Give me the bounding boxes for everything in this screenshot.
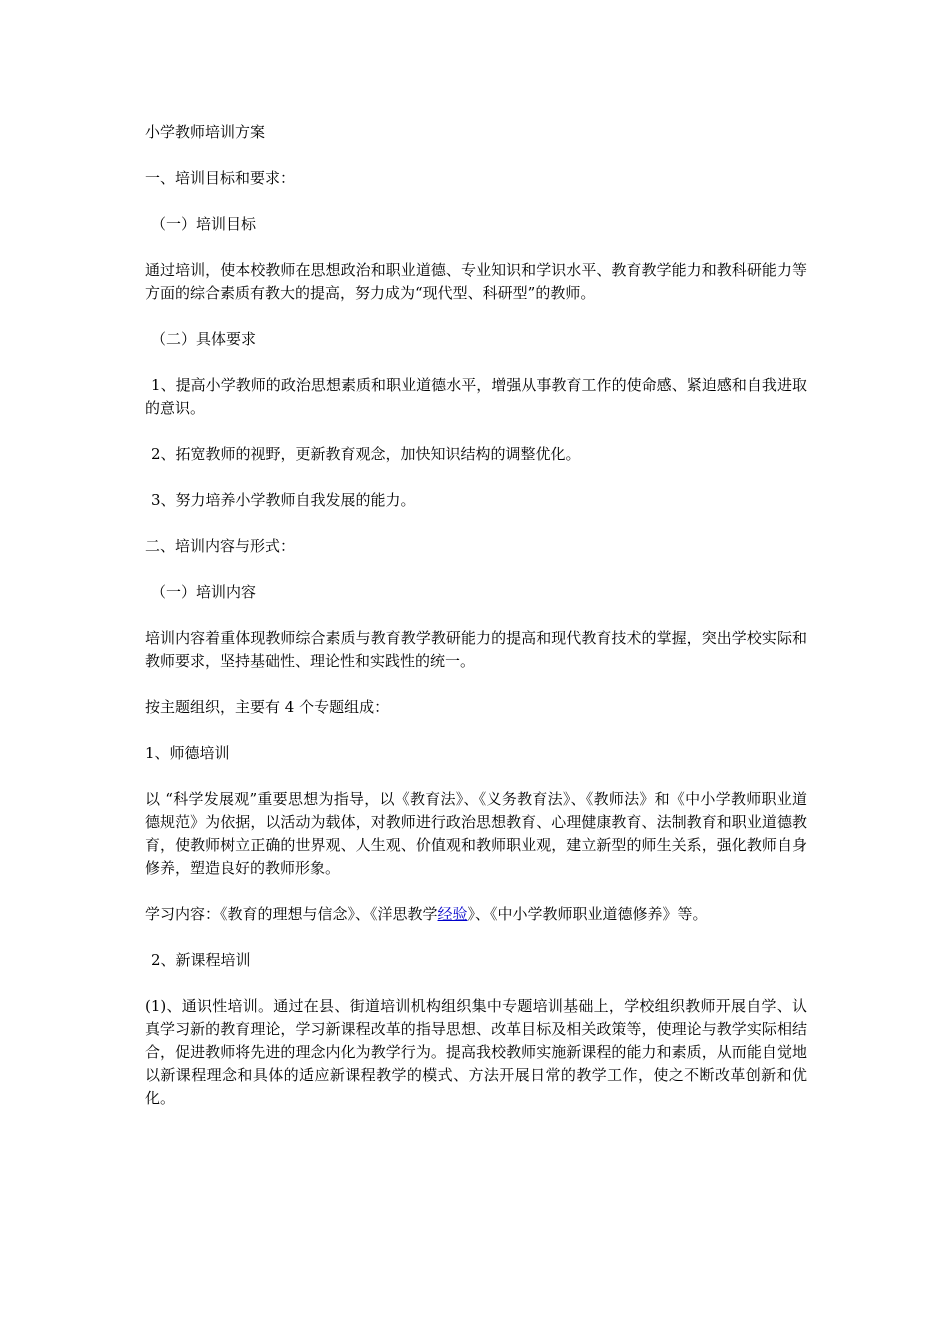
section-heading-goals: 一、培训目标和要求：: [145, 169, 296, 187]
section-heading-content: 二、培训内容与形式：: [145, 537, 296, 555]
paragraph-curriculum: (1)、通识性培训。通过在县、街道培训机构组织集中专题培训基础上，学校组织教师开展自学、认真学习新的教育理论，学习新课程改革的指导思想、改革目标及相关政策等，使理论与教学实际相结合，促进教师将先进的理念内化为教学行为。提高我校教师实施新课程的能力和素质，从而能自觉地以新课程理念和具体的适应新课程教学的模式、方法开展日常的教学工作，使之不断改革创新和优化。: [145, 997, 807, 1107]
study-suffix: 》、《中小学教师职业道德修养》等。: [467, 905, 708, 923]
requirement-1: 1、提高小学教师的政治思想素质和职业道德水平，增强从事教育工作的使命感、紧迫感和自我进取的意识。: [145, 376, 807, 417]
document-title: 小学教师培训方案: [145, 123, 266, 141]
topic-heading-ethics: 1、师德培训: [145, 744, 230, 762]
topic-heading-curriculum: 2、新课程培训: [151, 951, 251, 969]
study-prefix: 学习内容：《教育的理想与信念》、《洋思教学: [145, 905, 438, 923]
paragraph-topics-intro: 按主题组织，主要有 4 个专题组成：: [145, 698, 390, 716]
experience-link[interactable]: 经验: [437, 905, 468, 923]
requirement-2: 2、拓宽教师的视野，更新教育观念，加快知识结构的调整优化。: [151, 445, 581, 463]
paragraph-study-content: [145, 903, 807, 926]
paragraph-content: 培训内容着重体现教师综合素质与教育教学教研能力的提高和现代教育技术的掌握，突出学校实际和教师要求，坚持基础性、理论性和实践性的统一。: [145, 629, 807, 670]
subheading-goal: （一）培训目标: [151, 215, 257, 233]
paragraph-goal: 通过培训，使本校教师在思想政治和职业道德、专业知识和学识水平、教育教学能力和教科研能力等方面的综合素质有教大的提高，努力成为“现代型、科研型”的教师。: [145, 261, 807, 302]
subheading-content: （一）培训内容: [151, 583, 257, 601]
paragraph-ethics: 以 “科学发展观”重要思想为指导，以《教育法》、《义务教育法》、《教师法》和《中小学教师职业道德规范》为依据，以活动为载体，对教师进行政治思想教育、心理健康教育、法制教育和职业道德教育，使教师树立正确的世界观、人生观、价值观和教师职业观，建立新型的师生关系，强化教师自身修养，塑造良好的教师形象。: [145, 790, 807, 877]
subheading-requirements: （二）具体要求: [151, 330, 257, 348]
document-body: [145, 121, 807, 1133]
requirement-3: 3、努力培养小学教师自我发展的能力。: [151, 491, 416, 509]
